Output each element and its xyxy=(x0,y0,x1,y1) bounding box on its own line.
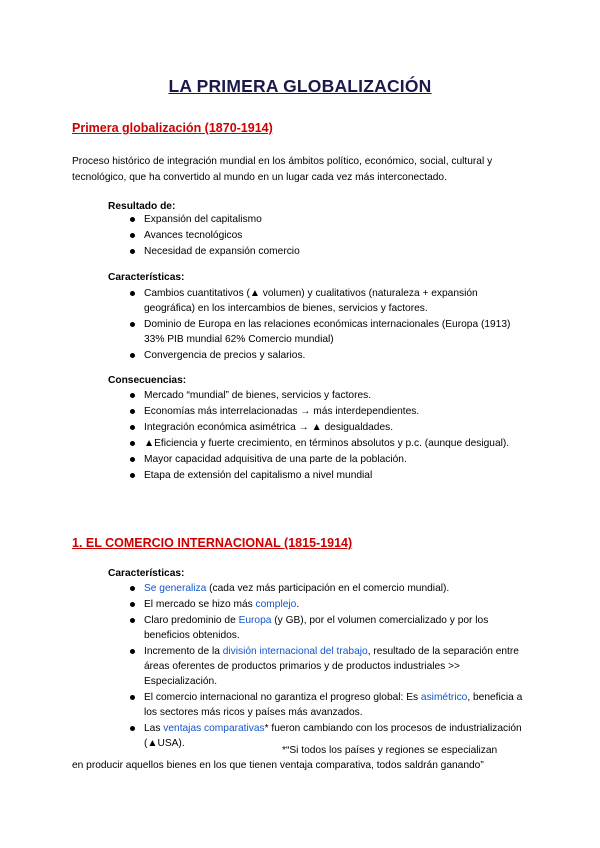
list-item: Expansión del capitalismo xyxy=(126,212,526,227)
term-link: división internacional del trabajo xyxy=(222,646,368,657)
term-link: asimétrico xyxy=(420,692,468,703)
list-item: Mayor capacidad adquisitiva de una parte de la población. xyxy=(126,452,526,467)
list-item: Integración económica asimétrica → ▲ desigualdades. xyxy=(126,420,526,435)
intro-paragraph: Proceso histórico de integración mundial en los ámbitos político, económico, social, cultural y tecnológico, que ha convertido al mundo en un lugar cada vez más interconectado. xyxy=(72,156,493,183)
list-item: Incremento de la división internacional del trabajo, resultado de la separación entre áreas oferentes de productos primarios y de productos industriales >> Especialización. xyxy=(126,644,526,689)
term-link: ventajas comparativas xyxy=(163,723,265,734)
list-item: Etapa de extensión del capitalismo a nivel mundial xyxy=(126,468,526,483)
comercio-caracteristicas-label: Características: xyxy=(108,568,185,579)
caracteristicas-label: Características: xyxy=(108,272,185,283)
list-item: El comercio internacional no garantiza el progreso global: Es asimétrico, beneficia a los sectores más ricos y países más avanzados. xyxy=(126,690,526,720)
list-item: Necesidad de expansión comercio xyxy=(126,244,526,259)
quote-line-1: *“Si todos los países y regiones se especializan xyxy=(282,745,498,756)
term-link: complejo xyxy=(255,599,297,610)
list-item: Mercado “mundial” de bienes, servicios y factores. xyxy=(126,388,526,403)
list-item: ▲Eficiencia y fuerte crecimiento, en términos absolutos y p.c. (aunque desigual). xyxy=(126,436,526,451)
list-item: Economías más interrelacionadas → más interdependientes. xyxy=(126,404,526,419)
page-title: LA PRIMERA GLOBALIZACIÓN xyxy=(168,76,432,96)
list-item: Convergencia de precios y salarios. xyxy=(126,348,526,363)
section-heading-primera-globalizacion: Primera globalización (1870-1914) xyxy=(72,121,273,135)
resultado-list xyxy=(126,212,526,260)
quote-line-2: en producir aquellos bienes en los que tienen ventaja comparativa, todos saldrán ganando” xyxy=(72,760,484,771)
term-link: Se generaliza xyxy=(144,583,207,594)
list-item: Claro predominio de Europa (y GB), por el volumen comercializado y por los beneficios obtenidos. xyxy=(126,613,526,643)
list-item: Cambios cuantitativos (▲ volumen) y cualitativos (naturaleza + expansión geográfica) en los intercambios de bienes, servicios y factores. xyxy=(126,286,526,316)
section-heading-comercio-internacional: 1. EL COMERCIO INTERNACIONAL (1815-1914) xyxy=(72,536,353,550)
resultado-label: Resultado de: xyxy=(108,201,176,212)
list-item: Avances tecnológicos xyxy=(126,228,526,243)
caracteristicas-list xyxy=(126,286,526,364)
consecuencias-label: Consecuencias: xyxy=(108,375,187,386)
consecuencias-list xyxy=(126,388,526,484)
comercio-caracteristicas-list xyxy=(126,581,526,752)
list-item: Las ventajas comparativas* fueron cambiando con los procesos de industrialización (▲USA). xyxy=(126,721,526,751)
list-item: El mercado se hizo más complejo. xyxy=(126,597,526,612)
list-item: Dominio de Europa en las relaciones económicas internacionales (Europa (1913) 33% PIB mundial 62% Comercio mundial) xyxy=(126,317,526,347)
list-item: Se generaliza (cada vez más participación en el comercio mundial). xyxy=(126,581,526,596)
term-link: Europa xyxy=(238,615,272,626)
